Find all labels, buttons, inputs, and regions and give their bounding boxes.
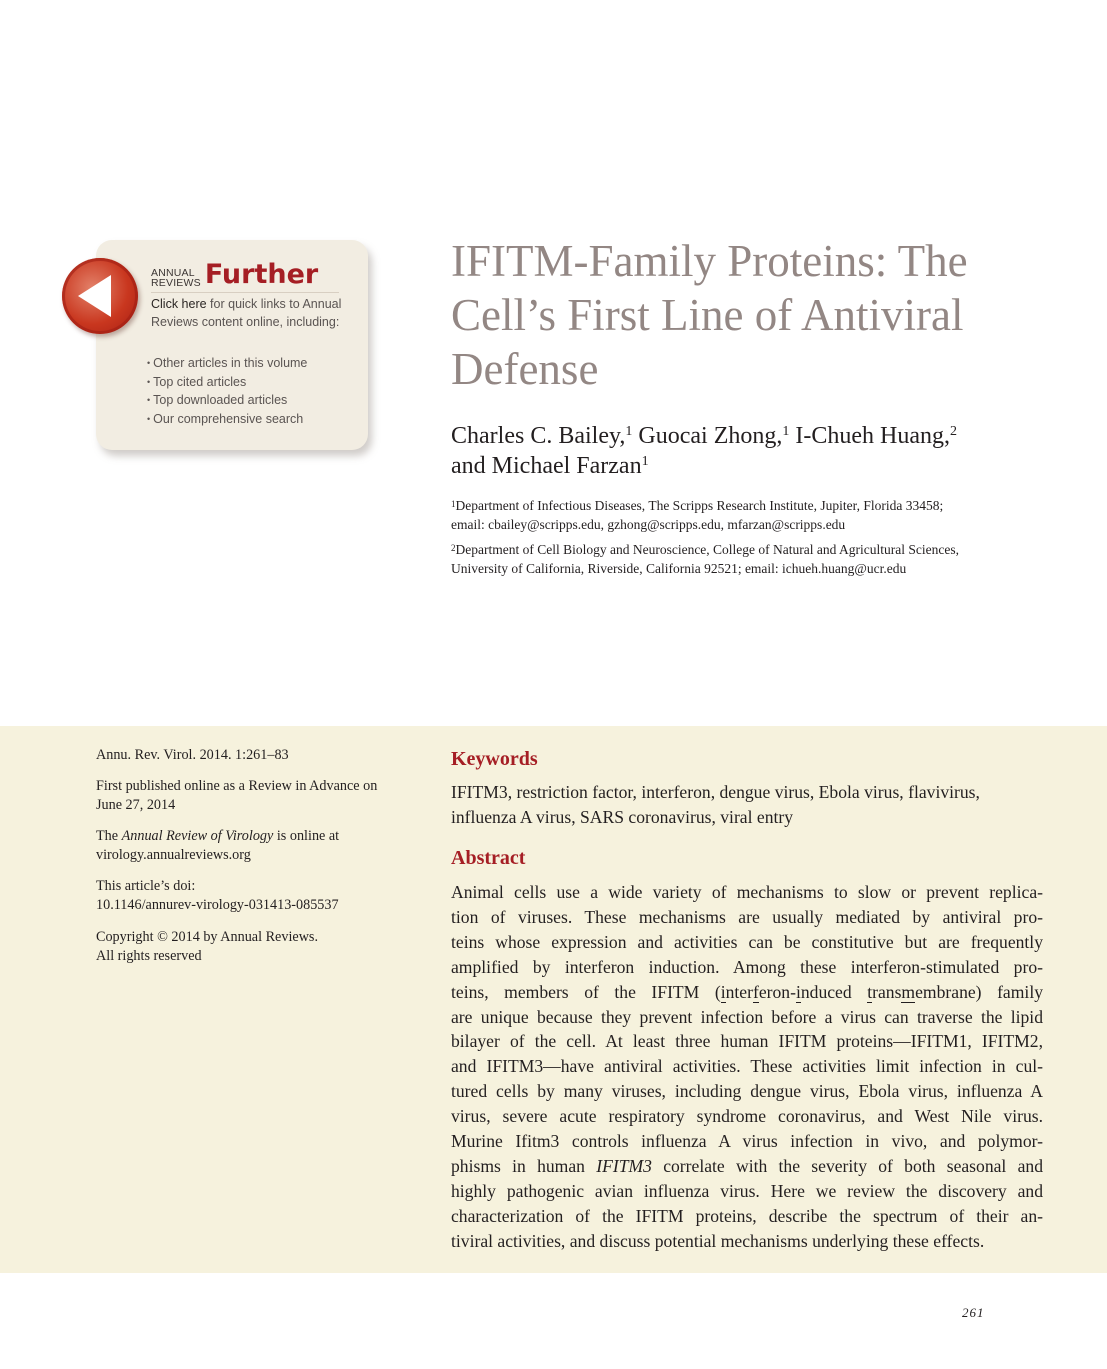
author-affiliation-mark: 1 [641,454,649,469]
abstract-line: teins whose expression and activities can be constitutive but are frequently [451,931,1043,952]
copyright-line: Copyright © 2014 by Annual Reviews. [96,929,319,945]
author-affiliation-mark: 2 [950,424,958,439]
journal-info [96,827,416,864]
further-intro-text: for quick links to Annual Reviews content online, including: [151,297,342,329]
further-divider [151,292,339,293]
affiliation-number: 2 [451,543,456,553]
further-title: Further [204,259,319,290]
further-link-top-cited[interactable]: • Top cited articles [147,374,307,393]
affiliation-emails: University of California, Riverside, California 92521; email: ichueh.huang@ucr.edu [451,561,907,576]
author-affiliation-mark: 1 [625,424,633,439]
abstract-line-ifitm3-gene: phisms in human IFITM3 correlate with the severity of both seasonal and [451,1155,1043,1176]
abstract-line: highly pathogenic avian influenza virus. Here we review the discovery and [451,1180,1043,1201]
logo-annual: ANNUAL [151,267,195,279]
abstract-line: amplified by interferon induction. Among these interferon-stimulated pro- [451,956,1043,977]
further-intro [151,296,351,331]
play-left-icon [62,258,138,334]
journal-pre: The [96,828,122,844]
published-text: First published online as a Review in Advance on [96,778,378,794]
title-line-2: Cell’s First Line of Antiviral [451,290,964,340]
article-title [451,234,1071,396]
abstract-line: tured cells by many viruses, including dengue virus, Ebola virus, influenza A [451,1081,1043,1102]
abstract-line: Animal cells use a wide variety of mechanisms to slow or prevent replica- [451,882,1043,902]
keywords-line: influenza A virus, SARS coronavirus, viral entry [451,807,794,827]
page-number: 261 [962,1305,985,1320]
further-link-top-downloaded[interactable]: • Top downloaded articles [147,392,307,411]
affiliation-2 [451,540,1051,578]
further-link-button[interactable] [62,258,138,334]
further-link-other-articles[interactable]: • Other articles in this volume [147,355,307,374]
title-line-3: Defense [451,344,599,394]
doi-info [96,877,416,914]
author-name: I-Chueh Huang, [795,423,951,449]
affiliation-number: 1 [451,499,456,509]
author-name: Guocai Zhong, [638,423,783,449]
rights-line: All rights reserved [96,947,202,964]
doi-value[interactable]: 10.1146/annurev-virology-031413-085537 [96,896,339,913]
abstract-heading: Abstract [451,847,526,869]
published-date: June 27, 2014 [96,796,176,813]
citation: Annu. Rev. Virol. 2014. 1:261–83 [96,747,289,763]
further-links-list [147,355,307,429]
journal-url[interactable]: virology.annualreviews.org [96,846,251,863]
keywords-line: IFITM3, restriction factor, interferon, dengue virus, Ebola virus, flavivirus, [451,782,980,802]
abstract-text [451,880,1043,1254]
keywords-text [451,780,1047,830]
abstract-line: and IFITM3—have antiviral activities. These activities limit infection in cul- [451,1056,1043,1077]
annual-reviews-logo [151,268,201,288]
author-name: Charles C. Bailey, [451,423,626,449]
affiliation-1 [451,496,1051,534]
click-here-link[interactable]: Click here [151,297,207,311]
abstract-line: characterization of the IFITM proteins, describe the spectrum of their an- [451,1205,1043,1226]
copyright [96,928,416,965]
author-name: and Michael Farzan [451,453,642,479]
affiliation-emails: email: cbailey@scripps.edu, gzhong@scripps.edu, mfarzan@scripps.edu [451,517,846,532]
affiliation-text: Department of Infectious Diseases, The Scripps Research Institute, Jupiter, Florida 33458; [455,498,944,513]
further-header [151,259,319,290]
abstract-line: virus, severe acute respiratory syndrome coronavirus, and West Nile virus. [451,1106,1043,1127]
author-list [451,421,1071,481]
title-line-1: IFITM-Family Proteins: The [451,236,968,286]
abstract-line: Murine Ifitm3 controls influenza A virus infection in vivo, and polymor- [451,1131,1043,1152]
affiliation-text: Department of Cell Biology and Neuroscience, College of Natural and Agricultural Sciences, [455,542,959,557]
journal-name: Annual Review of Virology [121,828,274,844]
further-link-search[interactable]: • Our comprehensive search [147,411,307,430]
abstract-line-ifitm-acronym: teins, members of the IFITM (interferon-induced transmembrane) family [451,981,1043,1002]
abstract-line: tiviral activities, and discuss potential mechanisms underlying these effects. [451,1230,985,1251]
abstract-line: tion of viruses. These mechanisms are usually mediated by antiviral pro- [451,906,1043,927]
publication-date [96,777,416,814]
author-affiliation-mark: 1 [782,424,790,439]
abstract-line: are unique because they prevent infection before a virus can traverse the lipid [451,1006,1043,1027]
doi-label: This article’s doi: [96,878,196,894]
keywords-heading: Keywords [451,748,538,770]
logo-reviews: REVIEWS [151,277,201,289]
journal-post: is online at [273,828,340,844]
abstract-line: bilayer of the cell. At least three human IFITM proteins—IFITM1, IFITM2, [451,1031,1043,1052]
